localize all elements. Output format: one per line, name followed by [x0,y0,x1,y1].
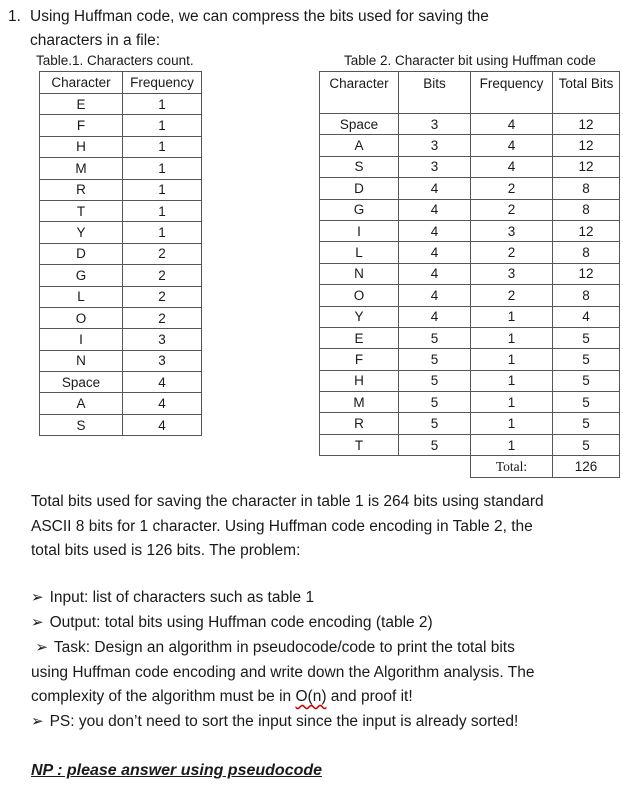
total-bits-cell: 12 [553,263,620,284]
character-cell: M [320,392,399,413]
characters-count-table [39,71,202,436]
total-bits-cell: 5 [553,392,620,413]
bits-cell: 4 [399,178,471,199]
table2-header-frequency: Frequency [471,72,553,114]
frequency-cell: 1 [123,94,202,115]
bits-cell: 3 [399,135,471,156]
table-row [40,393,202,414]
table-row [320,349,620,370]
bits-cell: 5 [399,349,471,370]
frequency-cell: 3 [123,350,202,371]
total-bits-cell: 8 [553,285,620,306]
task-line-3-prefix: complexity of the algorithm must be in [31,688,296,705]
frequency-cell: 3 [123,329,202,350]
total-bits-cell: 12 [553,156,620,177]
table-row [320,263,620,284]
frequency-cell: 1 [123,136,202,157]
character-cell: O [320,285,399,306]
bullet-ps [31,710,611,735]
table-row [40,179,202,200]
huffman-bits-table [319,71,620,478]
frequency-cell: 3 [471,220,553,241]
character-cell: I [40,329,123,350]
bullet-input-text: Input: list of characters such as table 1 [49,589,315,606]
table-row [320,114,620,135]
table-row [320,370,620,391]
character-cell: H [40,136,123,157]
total-bits-cell: 8 [553,199,620,220]
bits-cell: 4 [399,285,471,306]
table2-header-total-bits: Total Bits [553,72,620,114]
total-bits-cell: 5 [553,370,620,391]
table-row [320,285,620,306]
table-row [320,306,620,327]
table-row [40,372,202,393]
explanation-paragraph [31,490,591,564]
table-row [320,199,620,220]
table-row [40,243,202,264]
character-cell: I [320,220,399,241]
question-line-1: Using Huffman code, we can compress the bits used for saving the [30,8,489,25]
character-cell: Y [320,306,399,327]
bullet-task [31,636,611,710]
bits-cell: 5 [399,413,471,434]
paragraph-line-1: Total bits used for saving the character in table 1 is 264 bits using standard [31,493,544,510]
table-row [320,135,620,156]
frequency-cell: 1 [123,115,202,136]
table-row [40,115,202,136]
table2-caption: Table 2. Character bit using Huffman code [344,53,596,68]
bits-cell: 4 [399,199,471,220]
bits-cell: 4 [399,263,471,284]
frequency-cell: 2 [123,286,202,307]
character-cell: N [40,350,123,371]
frequency-cell: 1 [471,327,553,348]
frequency-cell: 2 [123,265,202,286]
arrow-bullet-icon: ➢ [31,589,44,606]
frequency-cell: 2 [471,178,553,199]
character-cell: F [320,349,399,370]
bits-cell: 4 [399,306,471,327]
character-cell: L [40,286,123,307]
character-cell: S [320,156,399,177]
total-bits-cell: 12 [553,135,620,156]
character-cell: Space [320,114,399,135]
total-bits-cell: 12 [553,220,620,241]
bullet-output-text: Output: total bits using Huffman code encoding (table 2) [49,614,433,631]
table-row [40,307,202,328]
table-row [40,265,202,286]
character-cell: A [40,393,123,414]
table2-total-value: 126 [553,456,620,478]
table-row [40,350,202,371]
arrow-bullet-icon: ➢ [35,639,48,656]
frequency-cell: 1 [471,434,553,455]
np-note: NP : please answer using pseudocode [31,762,323,779]
character-cell: H [320,370,399,391]
question-number: 1. [8,8,21,25]
frequency-cell: 1 [471,306,553,327]
bullet-task-line-3 [31,685,611,710]
table1-header-frequency: Frequency [123,72,202,94]
bits-cell: 3 [399,156,471,177]
frequency-cell: 1 [123,222,202,243]
total-bits-cell: 8 [553,242,620,263]
bits-cell: 5 [399,392,471,413]
frequency-cell: 4 [123,372,202,393]
character-cell: D [320,178,399,199]
table-row [320,413,620,434]
character-cell: M [40,158,123,179]
frequency-cell: 4 [471,114,553,135]
bits-cell: 5 [399,434,471,455]
character-cell: Space [40,372,123,393]
table-row [40,94,202,115]
frequency-cell: 2 [471,199,553,220]
table2-header-bits: Bits [399,72,471,114]
table-row [40,136,202,157]
frequency-cell: 2 [123,307,202,328]
frequency-cell: 1 [123,158,202,179]
character-cell: T [320,434,399,455]
character-cell: R [40,179,123,200]
bullet-task-line-1: Task: Design an algorithm in pseudocode/code to print the total bits [53,639,515,656]
character-cell: R [320,413,399,434]
table-row [40,414,202,435]
bits-cell: 3 [399,114,471,135]
frequency-cell: 2 [471,285,553,306]
table-row [320,392,620,413]
character-cell: E [40,94,123,115]
question-heading [8,5,608,53]
table2-total-label: Total: [471,456,553,478]
table-row [40,222,202,243]
complexity-notation: O(n) [295,688,327,705]
frequency-cell: 4 [123,393,202,414]
task-line-3-suffix: and proof it! [326,688,413,705]
frequency-cell: 1 [471,413,553,434]
frequency-cell: 4 [471,156,553,177]
total-bits-cell: 8 [553,178,620,199]
total-bits-cell: 5 [553,349,620,370]
table-row [320,242,620,263]
character-cell: A [320,135,399,156]
frequency-cell: 4 [471,135,553,156]
total-bits-cell: 4 [553,306,620,327]
character-cell: S [40,414,123,435]
character-cell: Y [40,222,123,243]
table-row [40,200,202,221]
frequency-cell: 4 [123,414,202,435]
bits-cell: 5 [399,327,471,348]
character-cell: T [40,200,123,221]
table2-header-character: Character [320,72,399,114]
frequency-cell: 1 [471,392,553,413]
bits-cell: 5 [399,370,471,391]
frequency-cell: 1 [471,370,553,391]
table-row [320,434,620,455]
bullet-ps-text: PS: you don’t need to sort the input since the input is already sorted! [49,713,519,730]
question-line-2: characters in a file: [30,32,161,49]
character-cell: O [40,307,123,328]
bullet-input [31,586,611,611]
table-row [40,158,202,179]
frequency-cell: 1 [123,200,202,221]
table-row [320,178,620,199]
frequency-cell: 3 [471,263,553,284]
bits-cell: 4 [399,242,471,263]
character-cell: N [320,263,399,284]
character-cell: E [320,327,399,348]
table-row [320,327,620,348]
character-cell: G [40,265,123,286]
table-row [320,220,620,241]
frequency-cell: 1 [123,179,202,200]
total-bits-cell: 5 [553,413,620,434]
character-cell: F [40,115,123,136]
paragraph-line-3: total bits used is 126 bits. The problem: [31,542,301,559]
frequency-cell: 2 [123,243,202,264]
character-cell: D [40,243,123,264]
frequency-cell: 2 [471,242,553,263]
table1-caption: Table.1. Characters count. [36,53,194,68]
frequency-cell: 1 [471,349,553,370]
character-cell: L [320,242,399,263]
table-row [40,329,202,350]
table2-total-spacer [320,456,471,478]
arrow-bullet-icon: ➢ [31,614,44,631]
table1-header-character: Character [40,72,123,94]
table-row [40,286,202,307]
paragraph-line-2: ASCII 8 bits for 1 character. Using Huffman code encoding in Table 2, the [31,517,533,535]
table-row [320,156,620,177]
bits-cell: 4 [399,220,471,241]
character-cell: G [320,199,399,220]
bullet-output [31,611,611,636]
bullet-task-line-2: using Huffman code encoding and write down the Algorithm analysis. The [31,663,535,681]
total-bits-cell: 12 [553,114,620,135]
total-bits-cell: 5 [553,434,620,455]
total-bits-cell: 5 [553,327,620,348]
arrow-bullet-icon: ➢ [31,713,44,730]
